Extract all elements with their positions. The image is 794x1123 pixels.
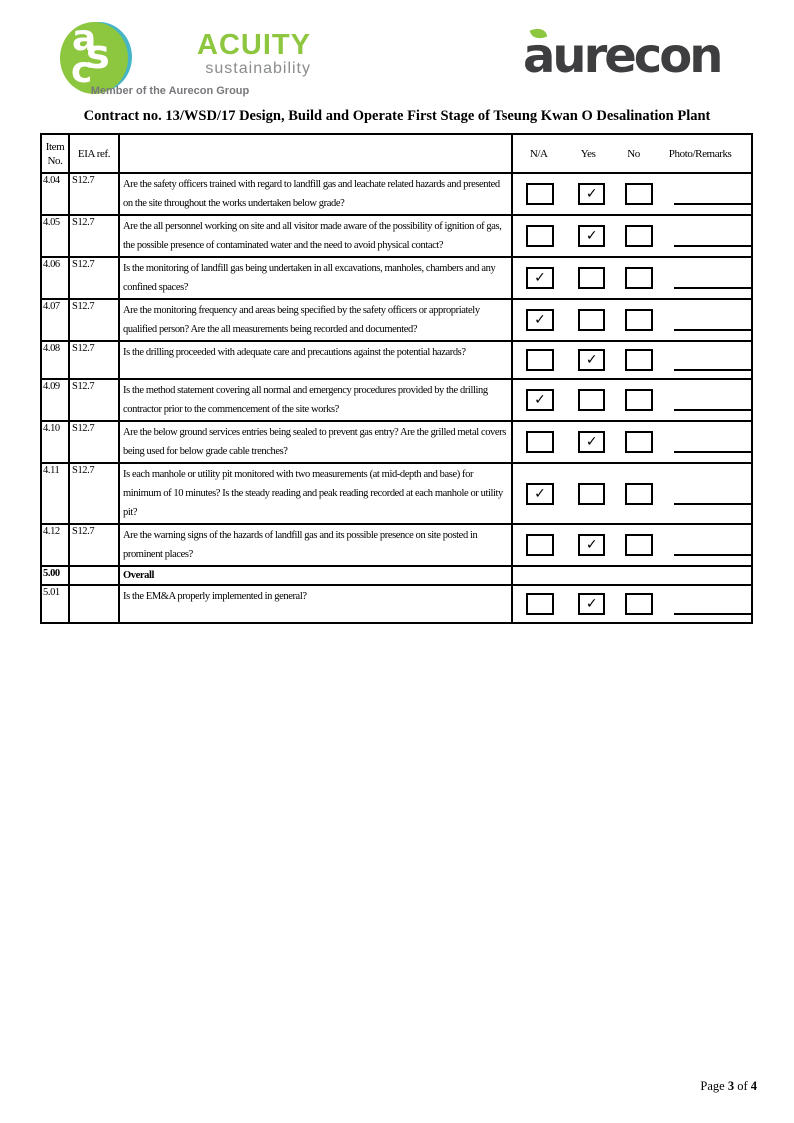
na-checkbox[interactable]: ✓ [526, 389, 554, 411]
column-header-no: No [627, 147, 640, 160]
acuity-logo [57, 20, 317, 102]
answer-cell [512, 173, 752, 215]
yes-checkbox[interactable] [578, 309, 606, 331]
column-header-na: N/A [529, 147, 548, 160]
no-checkbox[interactable] [625, 349, 653, 371]
no-checkbox[interactable] [625, 389, 653, 411]
acuity-tagline: Member of the Aurecon Group [90, 85, 250, 97]
item-number: 4.09 [41, 379, 69, 421]
na-checkbox[interactable] [526, 534, 554, 556]
table-row [41, 173, 752, 215]
acuity-wordmark [139, 30, 311, 77]
eia-ref: S12.7 [69, 173, 119, 215]
column-header-eia-ref: EIA ref. [69, 134, 119, 173]
answer-cell [512, 566, 752, 585]
table-row [41, 524, 752, 566]
answer-cell [512, 463, 752, 524]
item-number: 4.07 [41, 299, 69, 341]
question-text: Is the drilling proceeded with adequate care and precautions against the potential hazards? [119, 341, 512, 379]
na-checkbox[interactable] [526, 431, 554, 453]
yes-checkbox[interactable]: ✓ [578, 534, 606, 556]
eia-ref: S12.7 [69, 524, 119, 566]
item-number: 4.08 [41, 341, 69, 379]
answer-cell [512, 257, 752, 299]
answer-cell [512, 421, 752, 463]
remarks-line[interactable] [674, 534, 751, 556]
na-checkbox[interactable] [526, 225, 554, 247]
item-number: 4.12 [41, 524, 69, 566]
table-row [41, 566, 752, 585]
item-number: 5.01 [41, 585, 69, 623]
acuity-monogram-icon [60, 18, 132, 94]
eia-ref: S12.7 [69, 421, 119, 463]
no-checkbox[interactable] [625, 267, 653, 289]
column-header-answers [512, 134, 752, 173]
aurecon-logo [523, 24, 743, 90]
item-number: 4.10 [41, 421, 69, 463]
item-number: 4.04 [41, 173, 69, 215]
no-checkbox[interactable] [625, 483, 653, 505]
table-row [41, 257, 752, 299]
na-checkbox[interactable] [526, 183, 554, 205]
remarks-line[interactable] [674, 349, 751, 371]
na-checkbox[interactable] [526, 349, 554, 371]
checklist-table [40, 133, 753, 624]
column-header-item-no [41, 134, 69, 173]
table-row [41, 215, 752, 257]
remarks-line[interactable] [674, 593, 751, 615]
page-footer [700, 1079, 757, 1094]
eia-ref: S12.7 [69, 341, 119, 379]
yes-checkbox[interactable] [578, 389, 606, 411]
remarks-line[interactable] [674, 183, 751, 205]
item-header-line1: Item [45, 140, 65, 153]
question-text: Are the all personnel working on site and all visitor made aware of the possibility of ignition of gas, the possible presence of contaminated water and the need to avoid physical contact? [119, 215, 512, 257]
table-row [41, 299, 752, 341]
yes-checkbox[interactable]: ✓ [578, 593, 606, 615]
na-checkbox[interactable]: ✓ [526, 483, 554, 505]
remarks-line[interactable] [674, 389, 751, 411]
remarks-line[interactable] [674, 225, 751, 247]
na-checkbox[interactable] [526, 593, 554, 615]
yes-checkbox[interactable] [578, 483, 606, 505]
page-title: Contract no. 13/WSD/17 Design, Build and Operate First Stage of Tseung Kwan O Desalination Plant [83, 108, 711, 124]
question-text: Is the EM&A properly implemented in general? [119, 585, 512, 623]
item-header-line2: No. [47, 154, 63, 167]
table-row [41, 379, 752, 421]
item-number: 5.00 [41, 566, 69, 585]
no-checkbox[interactable] [625, 431, 653, 453]
item-number: 4.11 [41, 463, 69, 524]
na-checkbox[interactable]: ✓ [526, 309, 554, 331]
remarks-line[interactable] [674, 483, 751, 505]
total-pages: 4 [750, 1079, 757, 1093]
remarks-line[interactable] [674, 267, 751, 289]
column-header-question [119, 134, 512, 173]
of-label: of [737, 1079, 748, 1093]
page-number: 3 [727, 1079, 735, 1093]
table-row [41, 341, 752, 379]
no-checkbox[interactable] [625, 225, 653, 247]
eia-ref [69, 566, 119, 585]
yes-checkbox[interactable]: ✓ [578, 183, 606, 205]
question-text: Are the monitoring frequency and areas being specified by the safety officers or appropriately qualified person? Are the all measurements being recorded and documented? [119, 299, 512, 341]
question-text: Is the monitoring of landfill gas being undertaken in all excavations, manholes, chambers and any confined spaces? [119, 257, 512, 299]
acuity-subtitle: sustainability [205, 60, 311, 77]
yes-checkbox[interactable]: ✓ [578, 349, 606, 371]
item-number: 4.06 [41, 257, 69, 299]
remarks-line[interactable] [674, 309, 751, 331]
answer-cell [512, 299, 752, 341]
answer-cell [512, 379, 752, 421]
eia-ref: S12.7 [69, 215, 119, 257]
remarks-line[interactable] [674, 431, 751, 453]
eia-ref: S12.7 [69, 379, 119, 421]
answer-cell [512, 585, 752, 623]
table-row [41, 463, 752, 524]
no-checkbox[interactable] [625, 309, 653, 331]
question-text: Overall [119, 566, 512, 585]
no-checkbox[interactable] [625, 534, 653, 556]
acuity-name: ACUITY [197, 29, 311, 61]
aurecon-wordmark: aurecon [523, 28, 721, 84]
yes-checkbox[interactable]: ✓ [578, 225, 606, 247]
question-text: Is the method statement covering all normal and emergency procedures provided by the drilling contractor prior to the commencement of the site works? [119, 379, 512, 421]
page-label: Page [700, 1079, 725, 1093]
table-header-row [41, 134, 752, 173]
yes-checkbox[interactable] [578, 267, 606, 289]
eia-ref: S12.7 [69, 299, 119, 341]
item-number: 4.05 [41, 215, 69, 257]
acuity-monogram-letters: a s c [71, 18, 110, 91]
question-text: Are the safety officers trained with regard to landfill gas and leachate related hazards and presented on the site throughout the works undertaken below grade? [119, 173, 512, 215]
eia-ref [69, 585, 119, 623]
question-text: Are the below ground services entries being sealed to prevent gas entry? Are the grilled metal covers being used for below grade cable trenches? [119, 421, 512, 463]
no-checkbox[interactable] [625, 593, 653, 615]
answer-cell [512, 524, 752, 566]
question-text: Is each manhole or utility pit monitored with two measurements (at mid-depth and base) for minimum of 10 minutes? Is the steady reading and peak reading recorded at each manhole or utility pit? [119, 463, 512, 524]
eia-ref: S12.7 [69, 463, 119, 524]
question-text: Are the warning signs of the hazards of landfill gas and its possible presence on site posted in prominent places? [119, 524, 512, 566]
no-checkbox[interactable] [625, 183, 653, 205]
answer-cell [512, 341, 752, 379]
column-header-photo-remarks: Photo/Remarks [668, 147, 732, 160]
column-header-yes: Yes [580, 147, 596, 160]
table-row [41, 585, 752, 623]
answer-cell [512, 215, 752, 257]
na-checkbox[interactable]: ✓ [526, 267, 554, 289]
table-row [41, 421, 752, 463]
eia-ref: S12.7 [69, 257, 119, 299]
yes-checkbox[interactable]: ✓ [578, 431, 606, 453]
